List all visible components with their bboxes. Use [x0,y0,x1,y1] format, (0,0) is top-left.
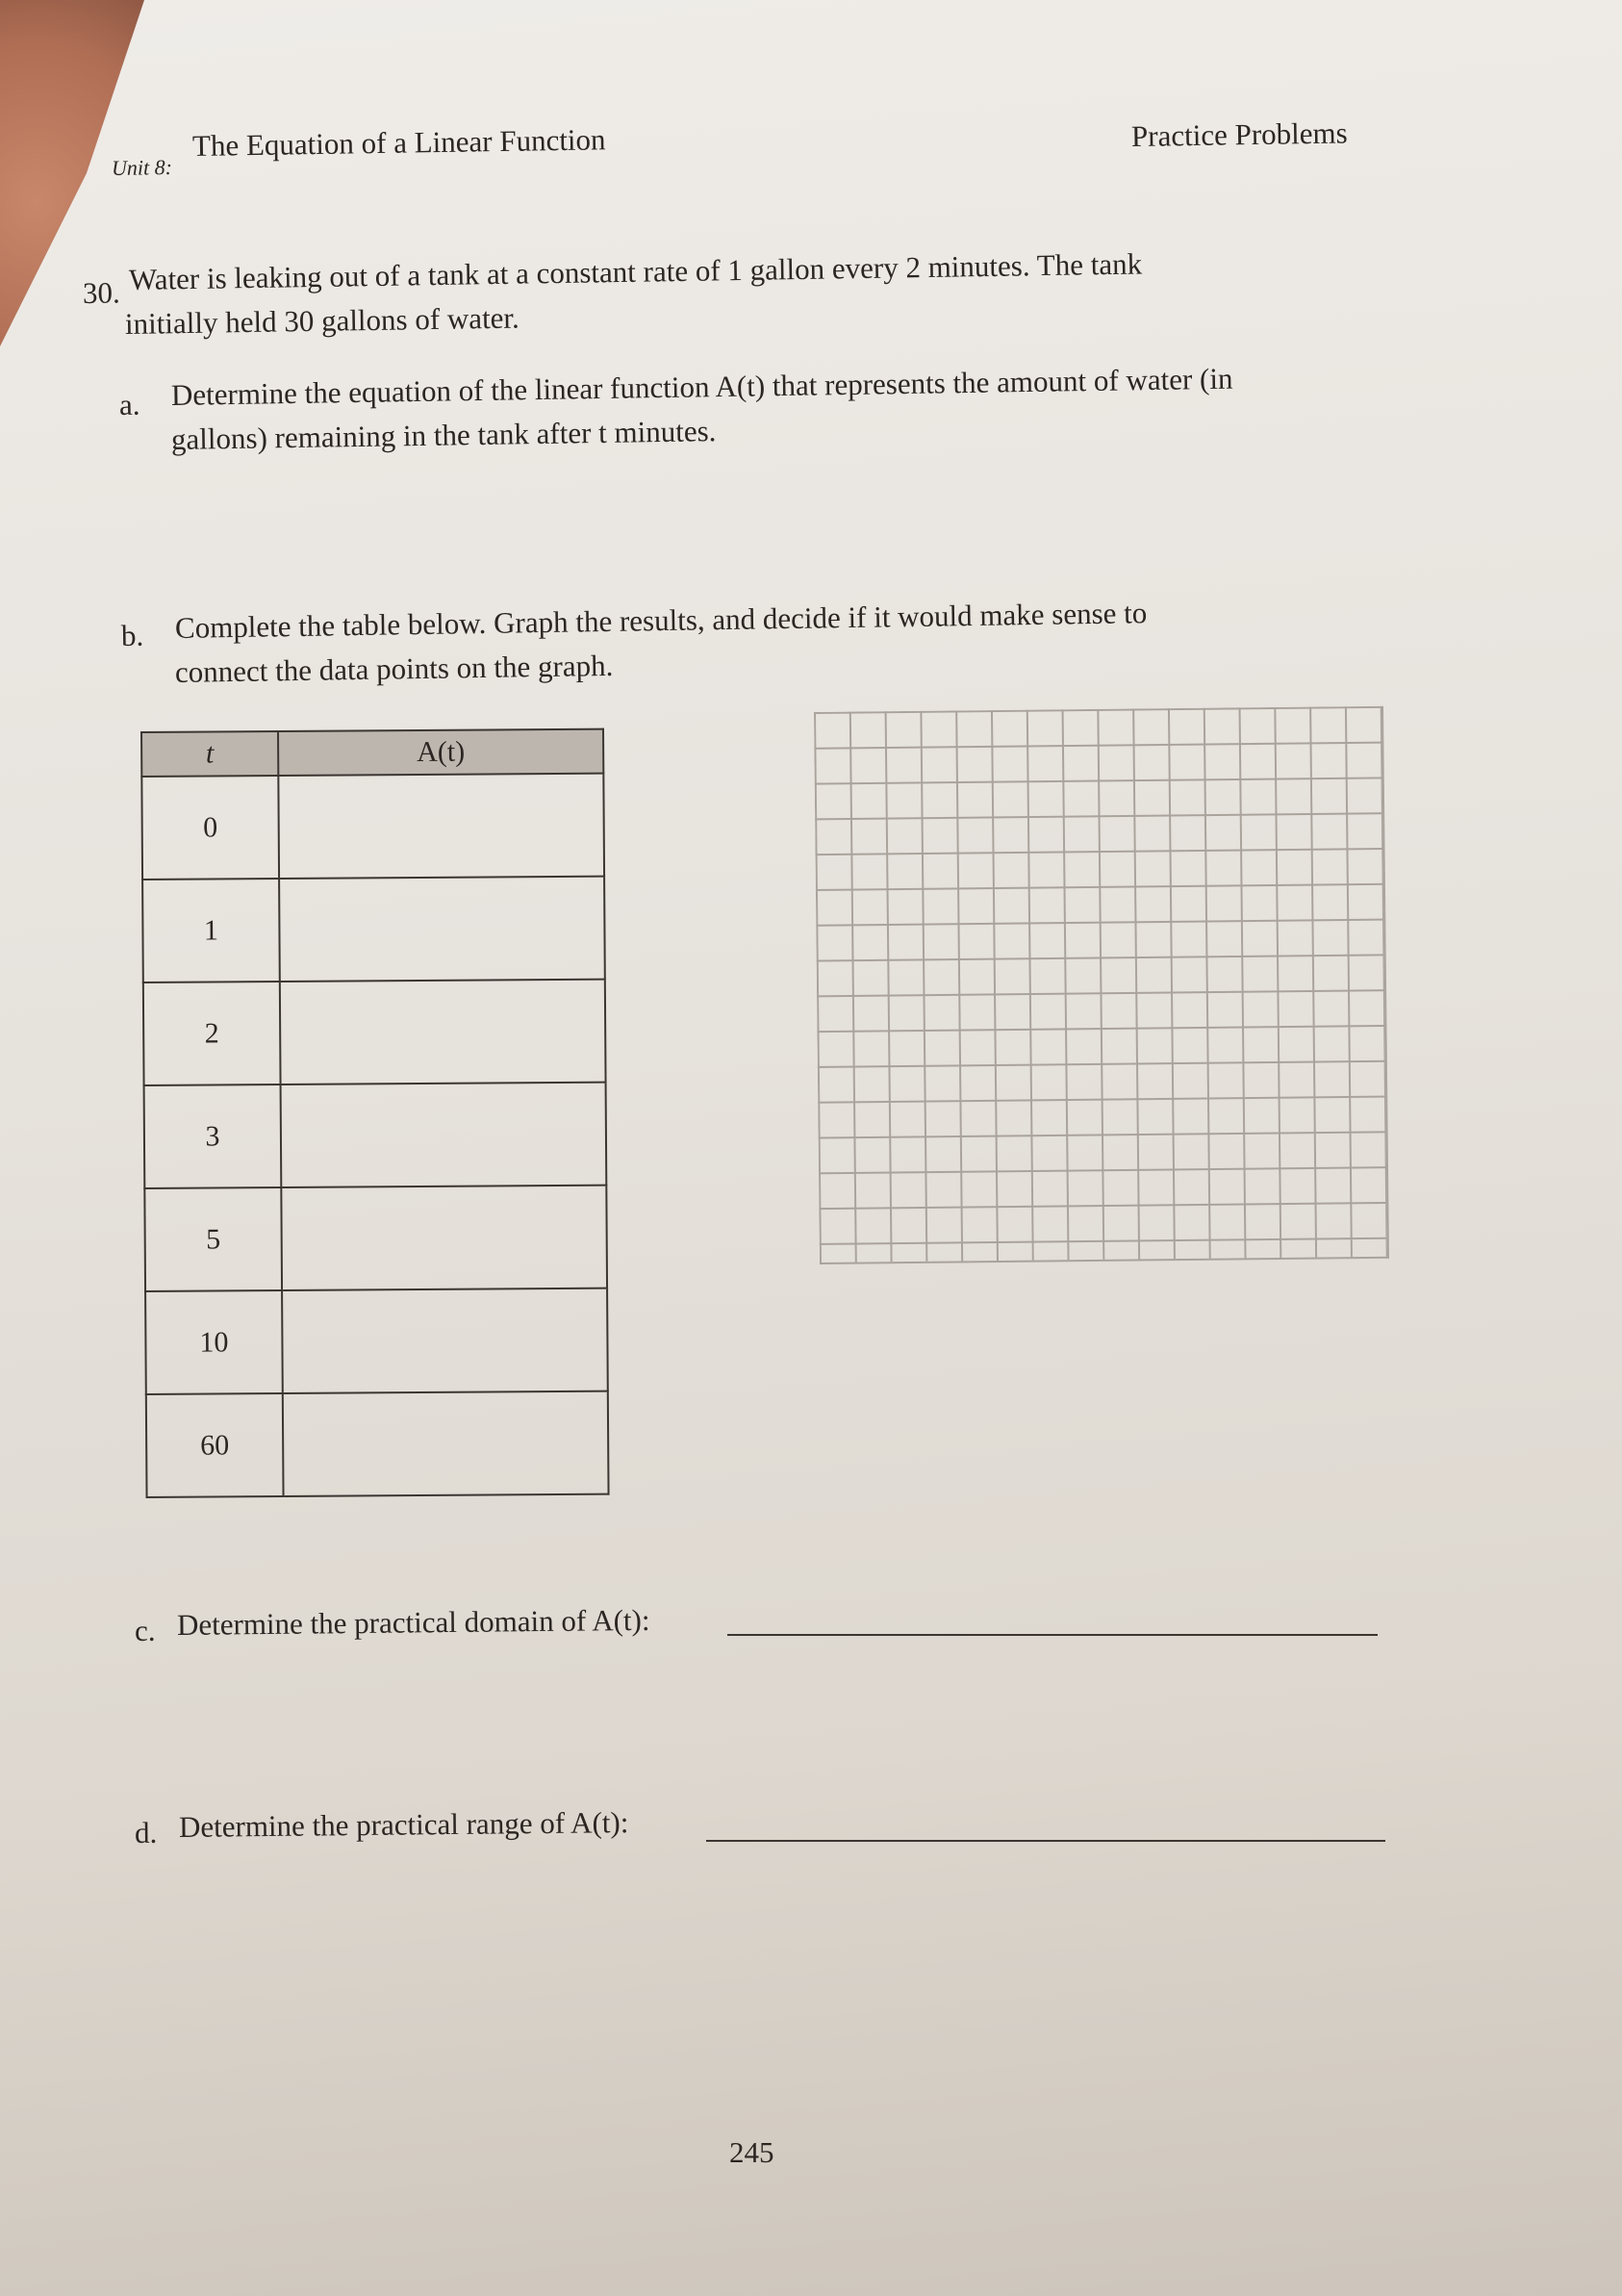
part-b-label: b. [120,618,144,652]
part-b-line2: connect the data points on the graph. [174,648,614,689]
problem-text-line2: initially held 30 gallons of water. [124,300,520,341]
part-c-label: c. [134,1613,156,1647]
part-d-label: d. [134,1815,158,1850]
unit-label: Unit 8: [111,155,173,180]
answer-cell[interactable] [279,877,605,982]
part-a-line2: gallons) remaining in the tank after t minutes. [170,414,717,456]
table-row [145,1288,608,1394]
part-a-label: a. [118,387,140,421]
table-row [146,1391,609,1497]
table-row [141,774,604,880]
problem-text-line1: Water is leaking out of a tank at a constant rate of 1 gallon every 2 minutes. The tank [128,246,1143,296]
t-cell: 1 [142,879,280,982]
part-a-line1: Determine the equation of the linear function A(t) that represents the amount of water (in [170,361,1233,412]
answer-cell[interactable] [281,1186,607,1290]
t-cell: 2 [143,982,281,1085]
section-title: Practice Problems [1130,115,1348,153]
table-row [144,1186,607,1291]
t-cell: 3 [144,1084,282,1188]
answer-cell[interactable] [281,1083,607,1187]
table-row [143,980,606,1085]
part-b-line1: Complete the table below. Graph the results, and decide if it would make sense to [174,596,1148,645]
page-number: 245 [729,2135,774,2169]
answer-cell[interactable] [282,1288,608,1393]
answer-cell[interactable] [278,774,604,879]
table-row [142,877,605,982]
part-c-text: Determine the practical domain of A(t): [176,1602,650,1642]
table-row [144,1083,607,1188]
part-d-text: Determine the practical range of A(t): [178,1805,629,1844]
t-cell: 10 [145,1290,283,1394]
problem-number: 30. [82,275,121,310]
domain-answer-line[interactable] [727,1634,1378,1636]
t-cell: 5 [144,1187,282,1291]
graph-grid[interactable] [814,706,1389,1264]
header-a-of-t: A(t) [278,729,603,776]
t-cell: 0 [141,776,279,880]
t-cell: 60 [146,1393,284,1497]
table-header-row [141,729,603,777]
data-table [140,728,610,1498]
page-title: The Equation of a Linear Function [191,122,606,163]
answer-cell[interactable] [283,1391,609,1496]
answer-cell[interactable] [280,980,606,1084]
range-answer-line[interactable] [706,1840,1385,1842]
header-t: t [141,731,278,777]
